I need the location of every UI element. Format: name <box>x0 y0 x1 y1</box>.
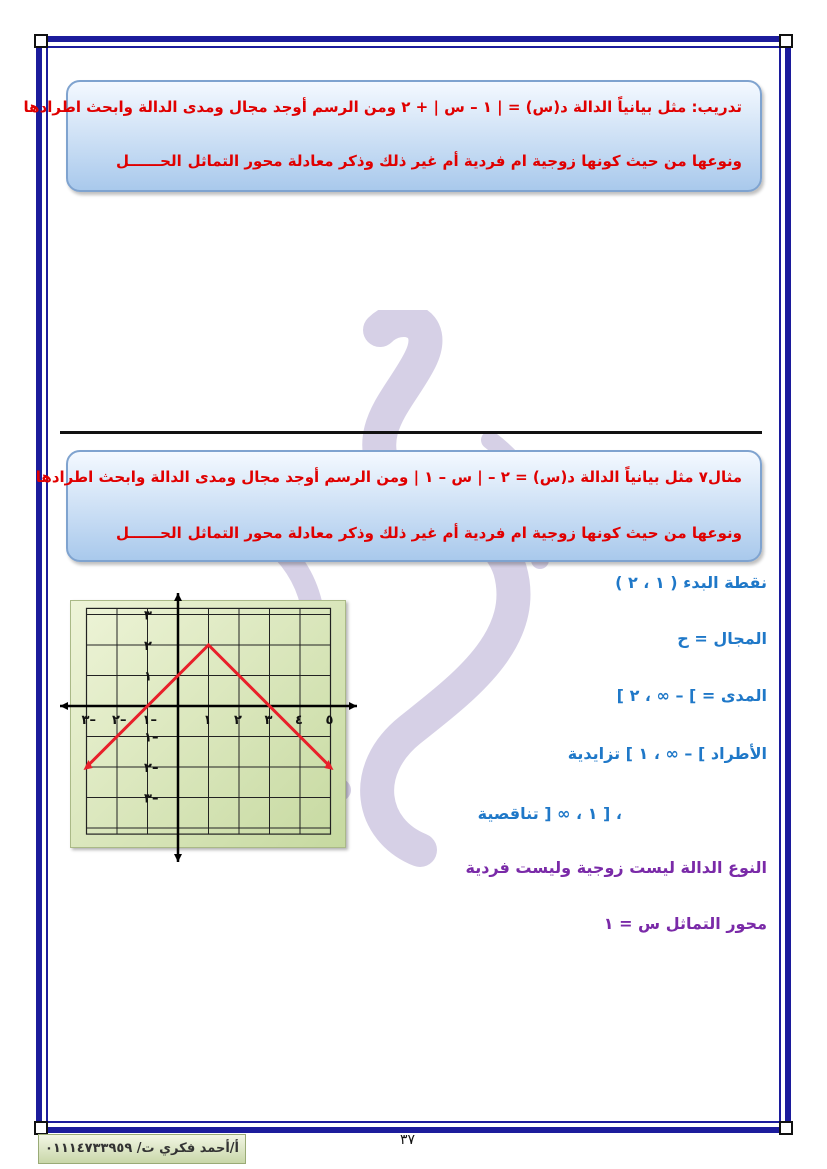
exercise-statement-line1: تدريب: مثل بيانياً الدالة د(س) = | ١ – س | + ٢ ومن الرسم أوجد مجال ومدى الدالة وابحث اطرادها <box>23 98 742 116</box>
x-tick-label: ٣ <box>264 713 273 728</box>
x-axis-arrow-left <box>60 702 68 710</box>
example-statement-line1: مثال٧ مثل بيانياً الدالة د(س) = ٢ – | س – ١ | ومن الرسم أوجد مجال ومدى الدالة وابحث اطرادها <box>35 468 742 486</box>
exercise-solution-label: الحــــــل <box>116 152 182 170</box>
example-box <box>35 450 762 562</box>
y-tick-label: ١ <box>144 669 152 685</box>
x-axis-arrow-right <box>349 702 357 710</box>
symmetry-axis-answer: محور التماثل س = ١ <box>603 914 767 933</box>
corner-ornament <box>34 34 48 48</box>
x-tick-label: ٣– <box>81 713 96 728</box>
y-tick-label: ٢– <box>144 761 159 776</box>
y-tick-label: ١– <box>144 730 159 746</box>
y-axis-arrow-down <box>174 854 182 862</box>
author-contact: أ/أحمد فكري ت/ ٠١١١٤٧٣٣٩٥٩ <box>38 1134 246 1164</box>
y-axis-arrow-up <box>174 593 182 601</box>
function-type-answer: النوع الدالة ليست زوجية وليست فردية <box>465 858 767 877</box>
y-tick-label: ٣ <box>144 608 152 624</box>
x-tick-label: ٤ <box>295 713 303 728</box>
function-graph <box>55 590 365 865</box>
x-tick-label: ٥ <box>325 713 334 728</box>
domain-answer: المجال = ح <box>677 629 767 648</box>
range-answer: المدى = ] – ∞ ، ٢ ] <box>616 686 767 705</box>
example-statement-text: ونوعها من حيث كونها زوجية ام فردية أم غير ذلك وذكر معادلة محور التماثل <box>187 524 742 542</box>
x-tick-label: ١– <box>142 713 157 728</box>
exercise-box <box>23 80 762 192</box>
decreasing-interval: ، [ ١ ، ∞ [ تناقصية <box>477 804 622 823</box>
corner-ornament <box>779 34 793 48</box>
page-number: ٣٧ <box>400 1132 416 1148</box>
y-tick-label: ٢ <box>144 639 152 654</box>
exercise-statement-line2 <box>86 152 742 170</box>
increasing-interval: الأطراد ] – ∞ ، ١ ] تزايدية <box>567 744 767 763</box>
x-tick-label: ٢ <box>234 713 242 728</box>
exercise-statement-text: ونوعها من حيث كونها زوجية ام فردية أم غير ذلك وذكر معادلة محور التماثل <box>187 152 742 170</box>
example-statement-line2 <box>86 524 742 542</box>
section-divider <box>60 431 762 434</box>
vertex-point: نقطة البدء ( ١ ، ٢ ) <box>615 573 767 592</box>
x-tick-label: ١ <box>203 713 212 728</box>
x-tick-label: ٢– <box>112 713 127 728</box>
corner-ornament <box>779 1121 793 1135</box>
y-tick-label: ٣– <box>144 791 159 807</box>
example-solution-label: الحــــــل <box>116 524 182 542</box>
corner-ornament <box>34 1121 48 1135</box>
